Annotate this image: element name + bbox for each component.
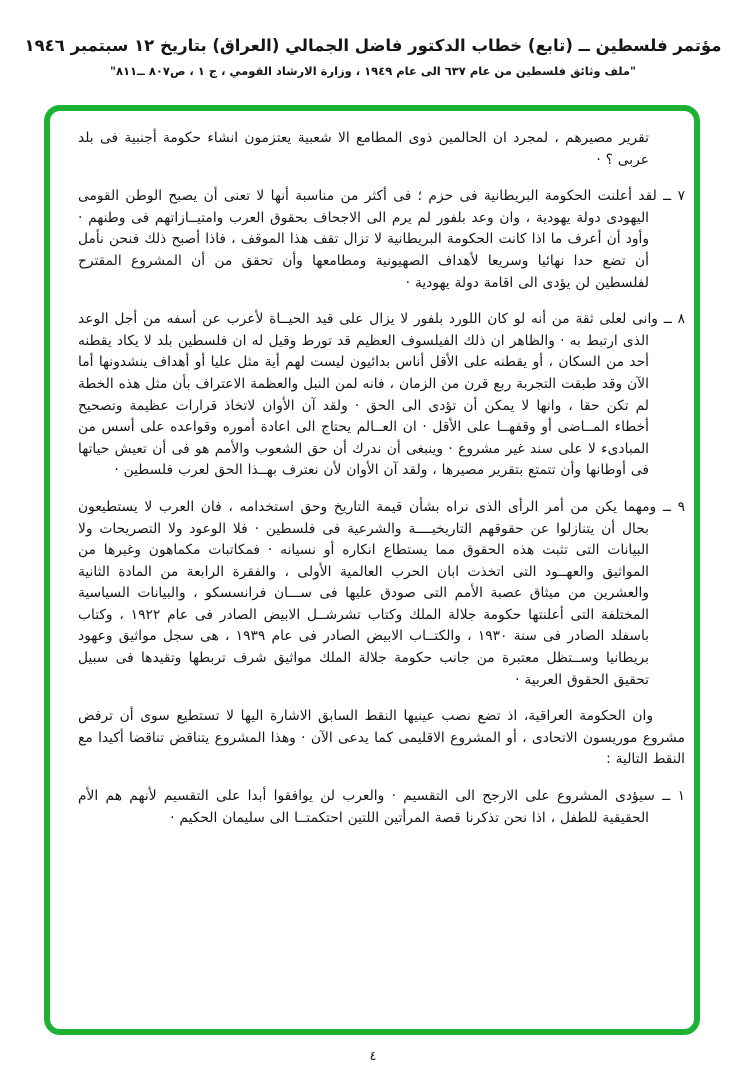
paragraph-8: [78, 309, 685, 482]
document-body: [50, 111, 694, 1029]
paragraph-1-text: سيؤدى المشروع على الارجح الى التقسيم · والعرب لن يوافقوا أبدا على التقسيم لأنهم هم الأم الحقيقية للطفل ، اذا نحن تذكرنا قصة المرأتين اللتين احتكمتــا الى سليمان الحكيم ·: [78, 788, 655, 826]
document-title: مؤتمر فلسطين ــ (تابع) خطاب الدكتور فاضل الجمالي (العراق) بتاريخ ١٢ سبتمبر ١٩٤٦: [24, 36, 722, 55]
paragraph-7: [78, 186, 685, 294]
paragraph-continuation-text: تقرير مصيرهم ، لمجرد ان الحالمين ذوى المطامع الا شعبية يعتزمون انشاء حكومة أجنبية فى بلد عربى ؟ ·: [78, 130, 649, 168]
paragraph-9: [78, 497, 685, 691]
paragraph-8-text: وانى لعلى ثقة من أنه لو كان اللورد بلفور لا يزال على قيد الحيــاة لأعرب عن أسفه من أجل الوعد الذى ارتبط به · والظاهر ان ذلك الفيلسوف العظيم قد تورط وقيل له ان فلسطين بلد لا يكاد يقطنه أحد من السكان ، أو يقطنه على الأقل أناس بدائيون ليست لهم أية مثل عليا أو أهداف ينشدونها أما الآن وقد طبقت التجربة ربع قرن من الزمان ، فانه لمن النبل والعظمة الاعتراف بأن مثل هذه الخطة لم تكن حقا ، وانها لا يمكن أن تؤدى الى الحق · ولقد آن الأوان لاتخاذ قرارات عظيمة وتصحيح أخطاء المــاضى أو وقفهــا على الأقل · ان العــالم يحتاج الى اعادة أموره وقواعده على أسس من المبادىء لا على سند غير مشروع · وينبغى أن ندرك أن حق الشعوب والأمم هو فى أن تعيش حياتها فى أوطانها وأن تتمتع بتقرير مصيرها ، ولقد آن الأوان لأن نعترف بهــذا الحق لعرب فلسطين ·: [78, 311, 658, 479]
paragraph-8-number: ٨ ــ: [663, 311, 685, 328]
paragraph-7-number: ٧ ــ: [663, 188, 685, 205]
paragraph-1: [78, 786, 685, 829]
document-header: [0, 36, 746, 78]
paragraph-9-text: ومهما يكن من أمر الرأى الذى نراه بشأن قيمة التاريخ وحق استخدامه ، فان العرب لا يستطيعون بحال أن يتنازلوا عن حقوقهم التاريخيــــة والشرعية فى فلسطين · فلا الوعود ولا التصريحات ولا البيانات التى تثبت هذه الحقوق مما يستطاع انكاره أو نسيانه · فمكاتبات مكماهون وغيرها من المواثيق والعهــود التى اتخذت ابان الحرب العالمية الأولى ، والفقرة الرابعة من المادة الثانية والعشرين من ميثاق عصبة الأمم التى صودق عليها فى ســـان فرانسسكو ، والبيانات السياسية المختلفة التى أعلنتها حكومة جلالة الملك وكتاب تشرشــل الابيض الصادر فى عام ١٩٢٢ ، وكتاب باسفلد الصادر فى سنة ١٩٣٠ ، والكتــاب الابيض الصادر فى عام ١٩٣٩ ، هى سجل مواثيق وعهود بريطانيا وســتظل معتبرة من جانب حكومة جلالة الملك مواثيق شرف تربطها وتقيدها فى سبيل تحقيق الحقوق العربية ·: [78, 498, 657, 688]
page-number: ٤: [369, 1049, 377, 1064]
paragraph-iraqi-government-text: وان الحكومة العراقية، اذ تضع نصب عينيها النقط السابق الاشارة اليها لا تستطيع سوى أن ترفض مشروع موريسون الاتحادى ، أو المشروع الاقليمى كما يدعى الآن · وهذا المشروع يتناقض تناقضا أكيدا مع النقط التالية :: [78, 708, 685, 768]
paragraph-7-text: لقد أعلنت الحكومة البريطانية فى حزم ؛ فى أكثر من مناسبة أنها لا تعنى أن يصبح الوطن القومى اليهودى دولة يهودية ، وان وعد بلفور لم يرم الى الاجحاف بحقوق العرب وامتيــازاتهم فى وطنهم · وأود أن أعرف ما اذا كانت الحكومة البريطانية لا تزال تقف هذا الموقف ، فاذا أصبح ذلك فنحن نأمل أن تضع حدا نهائيا وسريعا لأهداف الصهيونية ومطامعها وأن تحقق من أن المشروع المقترح لفلسطين لن يؤدى الى اقامة دولة يهودية ·: [78, 188, 657, 291]
paragraph-continuation: [78, 128, 649, 171]
paragraph-iraqi-government: [78, 706, 685, 771]
paragraph-9-number: ٩ ــ: [662, 498, 685, 515]
paragraph-1-number: ١ ــ: [662, 788, 685, 805]
document-border-frame: [44, 105, 700, 1035]
document-subtitle: "ملف وثائق فلسطين من عام ٦٣٧ الى عام ١٩٤٩ ، وزارة الارشاد القومي ، ج ١ ، ص٨٠٧ ــ٨١١": [109, 63, 637, 78]
